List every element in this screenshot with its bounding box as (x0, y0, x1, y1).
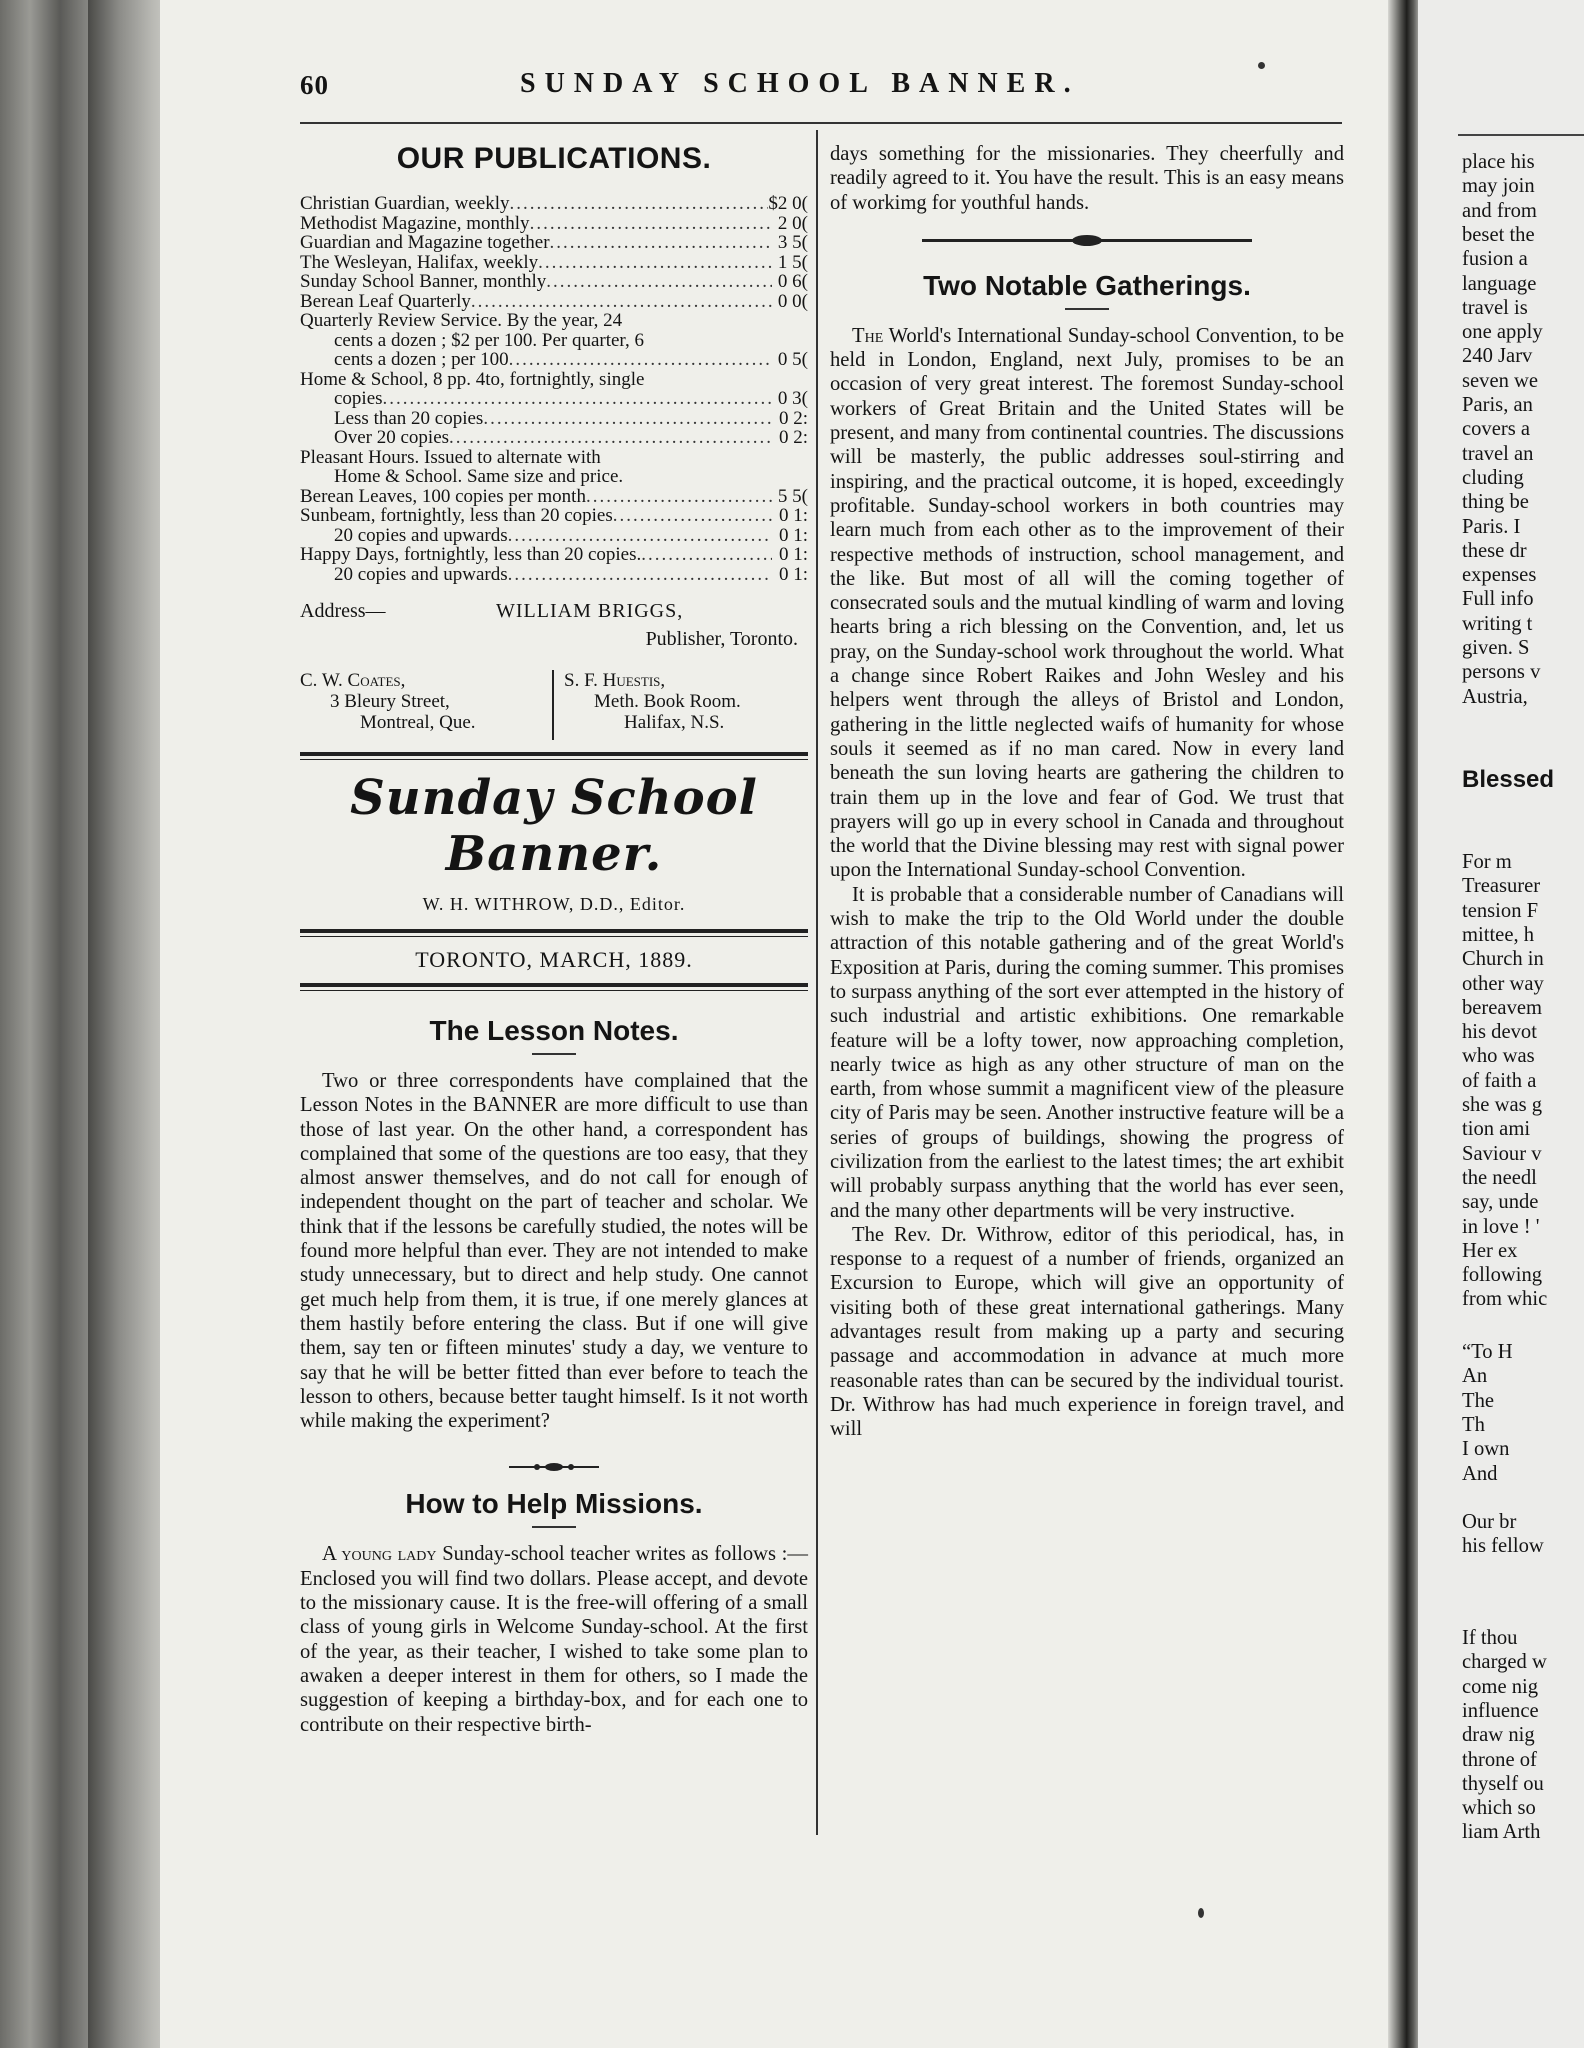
right-column (830, 128, 1344, 1442)
publication-row (300, 565, 808, 585)
facing-page-line: The (1462, 1389, 1495, 1412)
missions-continuation-body (830, 142, 1344, 215)
facing-page-line: language (1462, 272, 1537, 295)
missions-lead: A young lady (322, 1543, 437, 1566)
publication-price: 0 1: (778, 524, 808, 546)
facing-page-line: Th (1462, 1413, 1485, 1436)
publication-name: copies (334, 388, 383, 409)
left-column (300, 128, 808, 1737)
agent-city: Halifax, N.S. (624, 712, 725, 733)
missions-text: Sunday-school teacher writes as follows :—Enclosed you will find two dollars. Please accept, and devote to the missionary cause. It is the free-will offering of a small class of young girls in Welcome Sunday-school. At the first of the year, as their teacher, I wished to take some plan to awaken a deeper interest in them for others, so I made the suggestion of keeping a birthday-box, and for each one to contribute on their respective birth- (300, 1543, 808, 1736)
publication-name: Home & School, 8 pp. 4to, fortnightly, single (300, 368, 645, 390)
publication-price: 0 2: (778, 427, 808, 448)
publisher-line: Publisher, Toronto. (645, 628, 798, 650)
facing-page-line: come nig (1462, 1675, 1539, 1698)
heading-rule (532, 1526, 576, 1528)
agent-halifax (552, 670, 820, 740)
publication-name: cents a dozen ; $2 per 100. Per quarter, 6 (334, 329, 644, 351)
dot-leader (546, 272, 772, 292)
masthead-rule-bottom (300, 983, 808, 991)
facing-page-line: charged w (1462, 1651, 1547, 1674)
editor-line: W. H. WITHROW, D.D., Editor. (422, 894, 686, 914)
gatherings-paragraph: It is probable that a considerable number of Canadians will wish to make the trip to the Old World under the double attraction of this notable gathering and of the great World's Exposition at Paris, during the coming summer. This promises to surpass anything of the sort ever attempted in the history of such industrial and artistic exhibitions. One remarkable feature will be a lofty tower, now approaching completion, nearly twice as high as any other structure of man on the earth, from whose summit a magnificent view of the pleasure city of Paris may be seen. Another instructive feature will be a series of groups of buildings, showing the progress of civilization from the earliest to the latest times; the art exhibit will probably surpass anything that the world has ever seen, and the many other departments will be very instructive. (830, 883, 1344, 1222)
facing-page-fragment (1418, 0, 1584, 2048)
ink-spot (1198, 1908, 1204, 1918)
dot-leader (538, 253, 772, 273)
lesson-notes-body (300, 1069, 808, 1433)
facing-page-line: Treasurer (1462, 875, 1541, 898)
facing-page-line: of faith a (1462, 1069, 1537, 1092)
facing-page-line: tension F (1462, 899, 1539, 922)
agents-block (300, 670, 808, 740)
facing-page-line: from whic (1462, 1288, 1548, 1311)
dot-leader (449, 428, 772, 448)
facing-page-line: mittee, h (1462, 923, 1535, 946)
facing-page-line: his devot (1462, 1021, 1537, 1044)
gatherings-body (830, 324, 1344, 1442)
publication-row (300, 350, 808, 370)
dot-leader (586, 487, 772, 507)
publication-name: Berean Leaf Quarterly (300, 290, 471, 312)
facing-page-line: cluding (1462, 466, 1524, 489)
facing-page-line: persons v (1462, 661, 1541, 684)
facing-page-line: say, unde (1462, 1191, 1539, 1214)
facing-page-line: and from (1462, 199, 1537, 222)
publication-price: 0 1: (778, 544, 808, 565)
publication-name: Methodist Magazine, monthly (300, 212, 530, 234)
dot-leader (483, 409, 772, 429)
facing-page-rule (1458, 134, 1584, 136)
dot-leader (471, 292, 772, 312)
facing-page-line: travel an (1462, 442, 1534, 465)
gatherings-lead: The (852, 324, 884, 347)
facing-page-line: these dr (1462, 539, 1527, 562)
lesson-notes-paragraph: Two or three correspondents have complained that the Lesson Notes in the BANNER are more difficult to use than those of last year. On the other hand, a correspondent has complained that some of the questions are too easy, that they almost answer themselves, and do not call for enough of independent thought on the part of teacher and scholar. We think that if the lessons be carefully studied, the notes will be found more helpful than ever. They are not intended to make study unnecessary, but to direct and help study. One cannot get much help from them, it is true, if one merely glances at them hastily before entering the class. But if one will give them, say ten or fifteen minutes' study a day, we venture to say that he will be better fitted than ever before to teach the lesson to others, because better taught himself. Is it not worth while making the experiment? (300, 1070, 808, 1433)
facing-page-line: expenses (1462, 564, 1537, 587)
facing-page-line: which so (1462, 1797, 1536, 1820)
facing-page-line: Our br (1462, 1511, 1517, 1533)
dot-leader (509, 350, 772, 370)
facing-page-line: Church in (1462, 948, 1544, 971)
date-line: TORONTO, MARCH, 1889. (415, 947, 693, 972)
facing-page-line: writing t (1462, 612, 1533, 635)
facing-page-line: influence (1462, 1699, 1539, 1722)
masthead-rule-middle (300, 929, 808, 937)
facing-page-line: draw nig (1462, 1724, 1535, 1747)
masthead-rule-top (300, 752, 808, 760)
book-gutter (1388, 0, 1422, 2048)
dot-leader (530, 214, 772, 234)
dot-leader (508, 565, 772, 585)
facing-page-line: If thou (1462, 1627, 1518, 1649)
facing-page-line: For m (1462, 851, 1512, 873)
facing-page-line: other way (1462, 972, 1544, 995)
facing-page-line: following (1462, 1264, 1543, 1287)
publication-name: Christian Guardian, weekly (300, 193, 510, 214)
facing-page-line: thyself ou (1462, 1772, 1544, 1795)
publication-name: 20 copies and upwards (334, 524, 508, 546)
publication-name: Happy Days, fortnightly, less than 20 copies. (300, 544, 642, 565)
agent-street: Meth. Book Room. (594, 691, 741, 712)
publication-name: Less than 20 copies (334, 407, 484, 429)
gatherings-heading: Two Notable Gatherings. (923, 269, 1251, 301)
publication-price: 0 3( (777, 388, 808, 409)
publication-price: $2 0( (768, 193, 808, 214)
publication-row (300, 487, 808, 507)
facing-page-line: An (1462, 1365, 1488, 1388)
publication-row (300, 331, 808, 351)
publication-price: 0 6( (777, 271, 808, 292)
publisher-name: WILLIAM BRIGGS, (496, 600, 684, 622)
missions-heading: How to Help Missions. (405, 1488, 703, 1520)
heading-rule (532, 1053, 576, 1055)
facing-page-line: the needl (1462, 1166, 1537, 1189)
publication-name: Sunbeam, fortnightly, less than 20 copies (300, 505, 613, 526)
publication-name: Pleasant Hours. Issued to alternate with (300, 446, 601, 468)
gatherings-paragraph: The Rev. Dr. Withrow, editor of this periodical, has, in response to a request of a number of friends, organized an Excursion to Europe, which will give an opportunity of visiting both of these great international gatherings. Many advantages result from making up a party and securing passage and accommodation in advance at much more reasonable rates than can be secured by the individual tourist. Dr. Withrow has had much experience in foreign travel, and will (830, 1223, 1344, 1441)
page-number: 60 (300, 70, 329, 100)
publication-price: 3 5( (777, 232, 808, 253)
ink-spot (1258, 62, 1265, 69)
publication-price: 0 5( (777, 349, 808, 370)
publication-price: 0 0( (777, 290, 808, 312)
facing-page-line: fusion a (1462, 248, 1528, 271)
facing-page-line: place his (1462, 151, 1535, 173)
facing-page-line: liam Arth (1462, 1821, 1541, 1844)
publication-row (300, 428, 808, 448)
address-label: Address— (300, 600, 386, 622)
facing-page-line: thing be (1462, 491, 1529, 514)
publications-list (300, 194, 808, 584)
dot-leader (508, 526, 772, 546)
publication-price: 1 5( (777, 251, 808, 273)
publication-name: Quarterly Review Service. By the year, 24 (300, 310, 623, 331)
facing-page-line: his fellow (1462, 1535, 1544, 1558)
publication-price: 0 1: (778, 563, 808, 585)
dot-leader (383, 389, 772, 409)
facing-page-line: beset the (1462, 223, 1535, 246)
facing-page-line: Saviour v (1462, 1142, 1542, 1165)
agent-montreal (300, 670, 550, 733)
gatherings-paragraph (830, 324, 1344, 883)
publications-heading: OUR PUBLICATIONS. (396, 142, 712, 175)
facing-page-line: Paris, an (1462, 394, 1533, 416)
facing-page-line: she was g (1462, 1094, 1543, 1116)
publication-name: Guardian and Magazine together (300, 232, 550, 253)
facing-page-line: may join (1462, 175, 1535, 198)
facing-page-line: And (1462, 1462, 1498, 1485)
facing-page-line: Paris. I (1462, 515, 1521, 538)
publication-name: 20 copies and upwards (334, 563, 508, 585)
facing-page-line: given. S (1462, 637, 1530, 659)
publication-row (300, 506, 808, 526)
publication-name: Sunday School Banner, monthly (300, 271, 547, 292)
publication-name: The Wesleyan, Halifax, weekly (300, 251, 539, 273)
publication-name: cents a dozen ; per 100 (334, 349, 509, 370)
publication-row (300, 409, 808, 429)
column-divider (816, 130, 818, 1835)
address-block (300, 600, 808, 666)
publication-row (300, 389, 808, 409)
publication-name: Over 20 copies (334, 427, 450, 448)
publication-price: 5 5( (777, 485, 808, 507)
dot-leader (641, 545, 772, 565)
ornament-icon (509, 1462, 599, 1472)
facing-page-line: throne of (1462, 1748, 1537, 1771)
publication-row (300, 467, 808, 487)
publication-row (300, 214, 808, 234)
publication-price: 0 1: (778, 505, 808, 526)
publication-price: 0 2: (778, 407, 808, 429)
facing-page-line: bereavem (1462, 996, 1543, 1019)
section-ornament (300, 1455, 808, 1478)
header-rule (300, 122, 1342, 124)
facing-page-line: 240 Jarv (1462, 345, 1533, 368)
publication-row (300, 253, 808, 273)
publication-row (300, 526, 808, 546)
missions-body (300, 1542, 808, 1736)
running-title: SUNDAY SCHOOL BANNER. (520, 68, 1080, 99)
facing-page-line: seven we (1462, 369, 1539, 392)
publication-row (300, 370, 808, 390)
facing-page-line: Austria, (1462, 685, 1528, 708)
facing-page-line: I own (1462, 1438, 1510, 1461)
dot-leader (509, 194, 768, 214)
facing-page-line: tion ami (1462, 1118, 1531, 1141)
masthead-title: Sunday School Banner. (350, 770, 758, 882)
facing-page-line: covers a (1462, 418, 1531, 441)
facing-page-line: in love ! ' (1462, 1215, 1540, 1238)
facing-page-line: one apply (1462, 321, 1543, 344)
publication-name: Home & School. Same size and price. (334, 466, 624, 487)
facing-page-line: Her ex (1462, 1239, 1518, 1262)
agent-name: S. F. Huestis, (564, 670, 666, 691)
missions-paragraph (300, 1542, 808, 1736)
gatherings-text: World's International Sunday-school Convention, to be held in London, England, next July, promises to be an occasion of very great interest. The foremost Sunday-school workers of Great Britain and the United States will be present, and many from continental countries. The discussions will be masterly, the public addresses soul-stirring and inspiring, and the practical outcome, it is hoped, exceedingly profitable. Sunday-school workers in both countries may learn much from each other as to the improvement of their respective methods of instruction, school management, and the like. But most of all will the coming together of consecrated souls and the mutual kindling of warm and loving hearts bring a rich blessing on the Convention, and, let us pray, on the Sunday-school work throughout the world. What a change since Robert Raikes and John Wesley and his helpers went through the alleys of Bristol and London, gathering in the little neglected waifs of humanity for whose souls it seemed as if no man cared. Now in every land beneath the sun loving hearts are gathering the children to train them up in the love and fear of God. We trust that prayers will go up in every school in Canada and throughout the world that the Divine blessing may rest with signal power upon the International Sunday-school Convention. (830, 324, 1344, 882)
facing-page-heading: Blessed (1462, 766, 1555, 793)
facing-page-line: “To H (1462, 1341, 1513, 1363)
lesson-notes-heading: The Lesson Notes. (429, 1015, 679, 1046)
section-ornament (922, 239, 1252, 242)
agent-street: 3 Bleury Street, (330, 691, 450, 712)
publication-row (300, 292, 808, 312)
heading-rule (1065, 308, 1109, 310)
facing-page-line: Full info (1462, 588, 1534, 611)
publication-row (300, 311, 808, 331)
dot-leader (613, 506, 772, 526)
publication-row (300, 545, 808, 565)
publication-row (300, 272, 808, 292)
publication-row (300, 448, 808, 468)
publication-price: 2 0( (777, 212, 808, 234)
dot-leader (550, 233, 772, 253)
facing-page-line: who was (1462, 1045, 1535, 1068)
facing-page-line: travel is (1462, 296, 1528, 319)
publication-name: Berean Leaves, 100 copies per month (300, 485, 586, 507)
missions-continuation: days something for the missionaries. They cheerfully and readily agreed to it. You have the result. This is an easy means of workimg for youthful hands. (830, 143, 1344, 214)
publication-row (300, 194, 808, 214)
agent-city: Montreal, Que. (360, 712, 476, 733)
agent-name: C. W. Coates, (300, 670, 406, 691)
publication-row (300, 233, 808, 253)
